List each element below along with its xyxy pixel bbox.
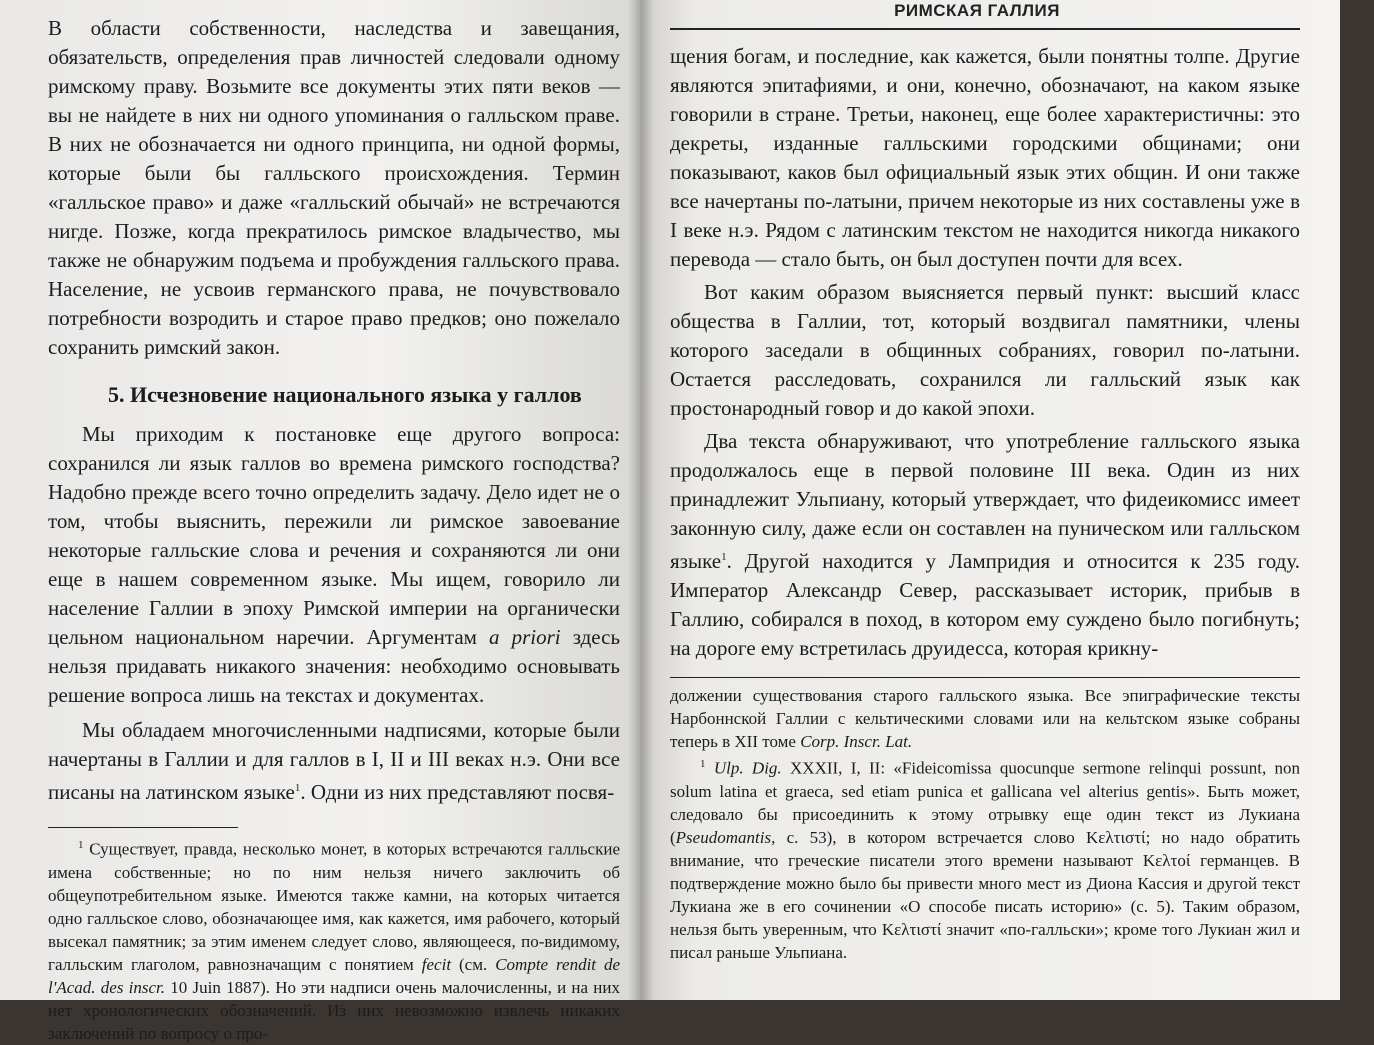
footnote-1-fecit: fecit [421,954,452,974]
right-paragraph-2 [670,427,1300,663]
footnote-ref-1: 1 [294,782,301,794]
left-body-text [48,14,620,362]
footnote-ulpian-source: Ulp. Dig. [713,758,782,778]
a-priori-italic: a priori [489,625,561,649]
footnote-ulpian-mark: 1 [700,758,706,770]
section-body [48,420,620,807]
footnote-1-text-c: 10 Juin 1887). Но эти надписи очень малочисленны, и на них нет хронологических обозначений. Из них невозможно извлечь никаких заключений по вопросу о про- [48,977,620,1043]
book-gutter [628,0,654,1000]
paragraph-1 [48,420,620,710]
footnote-ulpian-text-b: , с. 53), в котором встречается слово Κελτιστί; но надо обратить внимание, что греческие писатели этого времени называют Κελτοί германцев. В подтверждение можно было бы привести много мест из Диона Кассия и другой текст Лукиана же в его сочинении «О способе писать историю» (с. 5). Таким образом, нельзя быть уверенным, что Κελτιστί значит «по-галльски»; кроме того Лукиан жил и писал раньше Ульпиана. [670,827,1300,962]
left-page [0,0,640,1043]
right-paragraph-0: щения богам, и последние, как кажется, были понятны толпе. Другие являются эпитафиями, и они, конечно, обозначают, на каком языке говорили в стране. Третьи, наконец, еще более характеристичны: это декреты, изданные галльскими городскими общинами; они показывают, каков был официальный язык этих общин. И они также все начертаны по-латыни, причем некоторые из них составлены уже в I веке н.э. Рядом с латинским текстом не находится никогда никакого перевода — стало быть, он был доступен почти для всех. [670,44,1300,271]
right-paragraph-2-text-b: . Другой находится у Лампридия и относится к 235 году. Император Александр Север, рассказывает историк, прибыв в Галлию, собирался в поход, в котором ему суждено было погибнуть; на дороге ему встретилась друидесса, которая крикну- [670,549,1300,660]
right-paragraph-1: Вот каким образом выясняется первый пункт: высший класс общества в Галлии, тот, который воздвигал памятники, члены которого заседали в общинных собраниях, говорил по-латыни. Остается расследовать, сохранился ли галльский язык как простонародный говор и до какой эпохи. [670,280,1300,420]
section-heading: 5. Исчезновение национального языка у галлов [108,382,582,407]
footnote-1-compte: Compte rendit de l'Acad. des inscr. [48,954,621,997]
footnote-continuation [670,684,1300,753]
footnote-1 [48,834,620,1045]
paragraph-1-end: здесь нельзя придавать никакого значения: необходимо основывать решение вопроса лишь на текстах и документах. [48,625,621,707]
footnote-continuation-corp: Corp. Inscr. Lat. [800,732,913,751]
right-footnote-ref-1: 1 [721,551,727,563]
right-paragraph-2-text-a: Два текста обнаруживают, что употребление галльского языка продолжалось еще в первой половине III века. Один из них принадлежит Ульпиану, который утверждает, что фидеикомисс имеет законную силу, даже если он составлен на пуническом или галльском языке [670,429,1300,573]
right-page [640,0,1340,1000]
paragraph-2 [48,716,620,807]
paragraph-1-text: Мы приходим к постановке еще другого вопроса: сохранился ли язык галлов во времена римского господства? Надобно прежде всего точно определить задачу. Дело идет не о том, чтобы выяснить, пережили ли римское завоевание некоторые галльские слова и речения и сохраняются ли они еще в нашем современном языке. Мы ищем, говорило ли население Галлии в эпоху Римской империи на органически цельном национальном наречии. Аргументам [48,422,620,649]
right-body-text [670,42,1300,663]
intro-paragraph: В области собственности, наследства и завещания, обязательств, определения прав личностей следовали одному римскому праву. Возьмите все документы этих пяти веков — вы не найдете в них ни одного упоминания о галльском праве. В них не обозначается ни одного принципа, ни одной формы, которые были бы галльского происхождения. Термин «галльское право» и даже «галльский обычай» не встречаются нигде. Позже, когда прекратилось римское владычество, мы также не обнаружим подъема и пробуждения галльского права. Население, не усвоив германского права, не почувствовало потребности возродить и старое право предков; оно пожелало сохранить римский закон. [48,16,620,359]
footnote-1-mark: 1 [78,839,84,851]
right-footnote-divider [670,677,1300,678]
paragraph-2-text: Мы обладаем многочисленными надписями, которые были начертаны в Галлии и для галлов в I, II и III веках н.э. Они все писаны на латинском языке [48,718,620,804]
footnote-ulpian-text-a: XXXII, I, II: «Fideicomissa quocunque sermone relinqui possunt, non solum latina et graeca, sed etiam punica et gallicana vel alterius gentis». Быть может, следовало бы присоединить к этому отрывку еще один текст из Лукиана ( [670,758,1301,847]
paragraph-2-end: . Одни из них представляют посвя- [300,780,615,804]
running-head [670,0,1300,30]
footnote-divider [48,827,238,828]
footnote-1-text-a: Существует, правда, несколько монет, в которых встречаются галльские имена собственные; но по ним нельзя ничего заключить об общеупотребительном языке. Имеются также камни, на которых читается одно галльское слово, обозначающее имя, как кажется, имя рабочего, который высекал памятник; за этим именем следует слово, являющееся, по-видимому, галльским глаголом, равнозначащим с понятием [48,839,620,974]
footnote-ulpian-pseudomantis: Pseudomantis [675,827,772,847]
right-footnotes [670,684,1300,964]
running-head-title: РИМСКАЯ ГАЛЛИЯ [894,1,1060,20]
footnote-continuation-text: должении существования старого галльского языка. Все эпиграфические тексты Нарбоннской Галлии с кельтическими словами или на кельтском языке собраны теперь в XII томе [670,686,1300,751]
left-footnotes [48,834,620,1045]
footnote-ulpian [670,753,1300,964]
footnote-1-text-b: (см. [459,954,488,974]
